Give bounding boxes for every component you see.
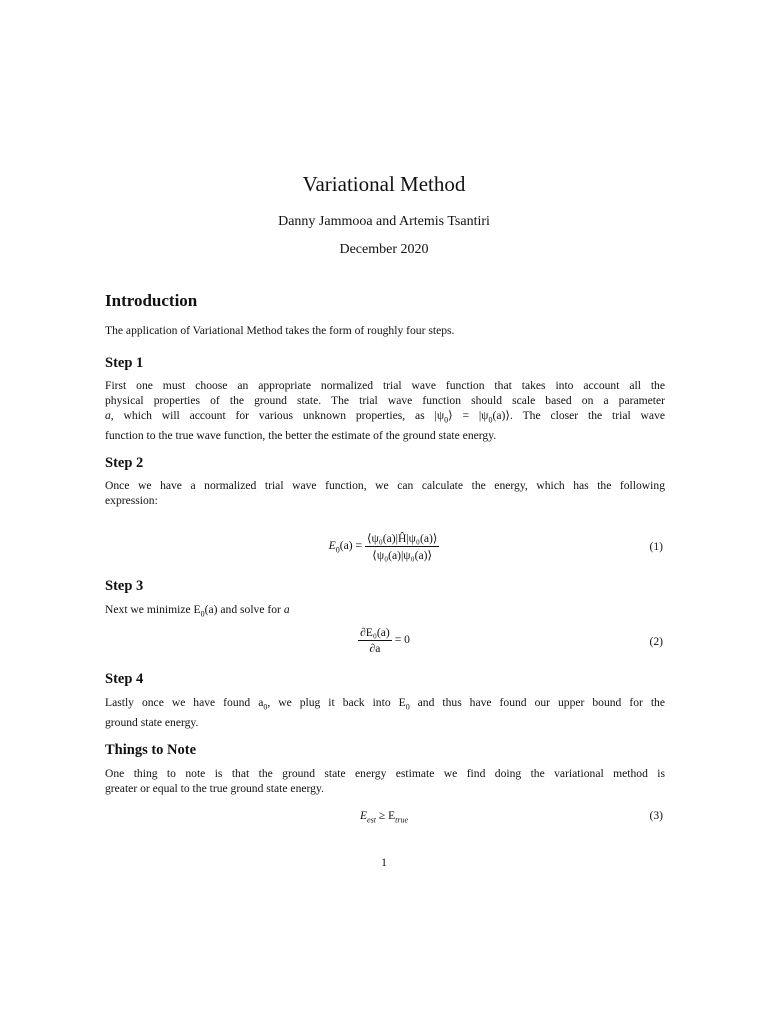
math-variable: a	[105, 409, 111, 423]
math-subscript: 0	[263, 702, 268, 712]
paragraph-line	[105, 602, 665, 622]
text-span: (a) and solve for	[204, 603, 281, 616]
math-text: = 0	[394, 633, 410, 647]
step2-text	[105, 478, 665, 508]
equation-1	[105, 531, 663, 567]
equation-body	[105, 809, 663, 824]
page-number: 1	[381, 856, 387, 869]
step4-text	[105, 695, 665, 730]
fraction-numerator: ⟨ψ₀(a)|Ĥ|ψ₀(a)⟩	[366, 532, 438, 545]
paragraph-line: function to the true wave function, the better the estimate of the ground state energy.	[105, 428, 497, 442]
paragraph-line: Once we have a normalized trial wave function, we can calculate the energy, which has the following	[105, 479, 665, 492]
introduction-text	[105, 323, 665, 338]
fraction-denominator: ∂a	[369, 642, 381, 655]
equation-number: (1)	[649, 540, 663, 553]
paragraph-line: ground state energy.	[105, 715, 199, 729]
fraction	[358, 626, 392, 655]
math-variable: a	[283, 603, 290, 616]
math-subscript: 0	[200, 609, 205, 619]
fraction-denominator: ⟨ψ₀(a)|ψ₀(a)⟩	[372, 549, 432, 562]
section-heading-things-to-note: Things to Note	[105, 742, 197, 758]
paragraph-line: First one must choose an appropriate normalized trial wave function that takes into account all the	[105, 379, 665, 392]
equation-2	[105, 626, 663, 662]
equation-number: (3)	[649, 809, 663, 822]
text-span: and thus have found our upper bound for the	[409, 696, 665, 709]
paragraph-line: One thing to note is that the ground state energy estimate we find doing the variational method is	[105, 767, 665, 780]
section-heading-step4: Step 4	[105, 671, 144, 687]
math-variable: E	[328, 539, 336, 553]
date: December 2020	[339, 242, 429, 257]
section-heading-step2: Step 2	[105, 455, 144, 471]
fraction	[365, 531, 439, 562]
step3-text	[105, 602, 665, 622]
section-heading-introduction: Introduction	[105, 291, 198, 310]
section-heading-step1: Step 1	[105, 355, 144, 371]
equation-body	[105, 531, 663, 562]
paragraph-line: a, which will account for various unknown properties, as $|\psi_0⟩$ = $|\psi_0(a)⟩$. The closer the trial wave	[105, 409, 666, 425]
math-subscript: 0	[335, 545, 340, 555]
math-subscript: 0	[405, 702, 410, 712]
paragraph-line: expression:	[105, 494, 158, 508]
text-span: Next we minimize E	[105, 603, 201, 616]
paragraph-line: physical properties of the ground state. The trial wave function should scale based on a parameter	[105, 394, 665, 408]
text-span: Lastly once we have found a	[105, 696, 264, 709]
paragraph-line: The application of Variational Method takes the form of roughly four steps.	[105, 324, 455, 337]
text-span: , we plug it back into E	[267, 696, 406, 709]
fraction-numerator: ∂E₀(a)	[360, 626, 390, 639]
authors: Danny Jammooa and Artemis Tsantiri	[278, 214, 490, 229]
math-text: ≥ E	[375, 809, 396, 822]
paragraph-line: greater or equal to the true ground state energy.	[105, 782, 324, 796]
equation-number: (2)	[649, 635, 663, 648]
paragraph-line	[105, 695, 665, 715]
text-span: ⟩ = |ψ	[448, 409, 489, 423]
equation-body	[105, 626, 663, 655]
text-span: , which will account for various unknown properties, as |ψ	[110, 409, 445, 423]
document-title: Variational Method	[302, 172, 466, 196]
math-subscript: est	[367, 815, 376, 825]
math-variable: E	[359, 809, 368, 822]
text-span: (a)⟩. The closer the trial wave	[492, 409, 666, 423]
section-heading-step3: Step 3	[105, 578, 144, 594]
notes-text	[105, 766, 665, 796]
math-text: (a) =	[339, 539, 363, 553]
equation-3	[105, 809, 663, 827]
step1-text	[105, 378, 665, 443]
math-subscript: true	[395, 815, 409, 825]
